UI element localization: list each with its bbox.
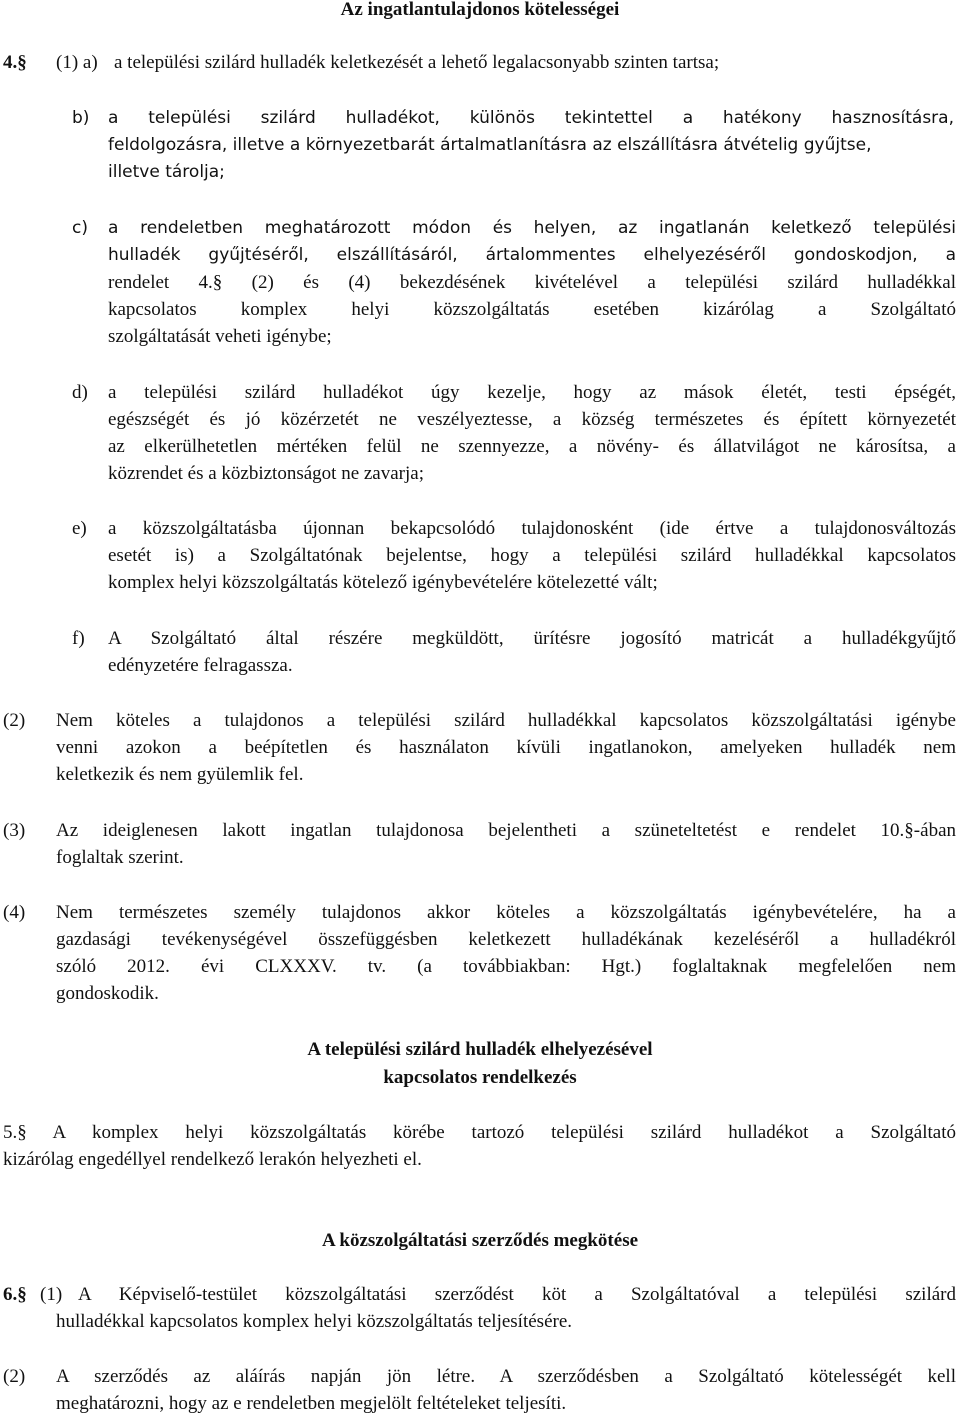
item-e-text	[108, 515, 956, 596]
subsection-4-text	[56, 899, 956, 1007]
text-line: hulladék gyűjtéséről, elszállításáról, ártalommentes elhelyezéséről gondoskodjon, a	[108, 245, 956, 265]
text-line: illetve tárolja;	[108, 162, 225, 182]
text-line: az elkerülhetetlen mértéken felül ne szennyezze, a növény- és állatvilágot ne károsítsa, a	[108, 436, 956, 457]
item-b-label: b)	[72, 108, 90, 128]
text-line: komplex helyi közszolgáltatás kötelező igénybevételére kötelezetté vált;	[108, 572, 658, 593]
subsection-label-1a: (1) a)	[56, 52, 98, 73]
text-line: közrendet és a közbiztonságot ne zavarja;	[108, 463, 424, 484]
section-6-1-text	[78, 1281, 956, 1308]
text-line: gondoskodik.	[56, 983, 159, 1004]
page-title: Az ingatlantulajdonos kötelességei	[340, 0, 620, 20]
text-line: a közszolgáltatásba újonnan bekapcsolódó tulajdonosként (ide értve a tulajdonosváltozás	[108, 518, 956, 539]
section-6-1-continuation	[56, 1308, 956, 1335]
text-line: venni azokon a beépítetlen és használaton kívüli ingatlanokon, amelyeken hulladék nem	[56, 737, 956, 758]
text-line: a rendeletben meghatározott módon és helyen, az ingatlanán keletkező települési	[108, 218, 956, 238]
section-5-text	[3, 1119, 956, 1173]
text-line: szolgáltatását veheti igénybe;	[108, 326, 332, 347]
text-line: a települési szilárd hulladékot úgy kezelje, hogy az mások életét, testi épségét,	[108, 382, 956, 403]
item-e-label: e)	[72, 518, 87, 539]
item-f-label: f)	[72, 628, 85, 649]
text-line: Nem természetes személy tulajdonos akkor köteles a közszolgáltatás igénybevételére, ha a	[56, 902, 956, 923]
text-line: esetét is) a Szolgáltatónak bejelentse, hogy a települési szilárd hulladékkal kapcsolatos	[108, 545, 956, 566]
section-number-4: 4.§	[3, 52, 27, 73]
text-line: hulladékkal kapcsolatos komplex helyi közszolgáltatás teljesítésére.	[56, 1311, 573, 1332]
text-line: szóló 2012. évi CLXXXV. tv. (a továbbiakban: Hgt.) foglaltaknak megfelelően nem	[56, 956, 956, 977]
item-d-text	[108, 379, 956, 487]
subsection-label-4: (4)	[3, 902, 26, 923]
item-b-text	[108, 105, 954, 186]
text-line: Nem köteles a tulajdonos a települési szilárd hulladékkal kapcsolatos közszolgáltatási igénybe	[56, 710, 956, 731]
text-line: rendelet 4.§ (2) és (4) bekezdésének kivételével a települési szilárd hulladékkal	[108, 272, 956, 293]
subsection-label-6-1: (1)	[40, 1284, 63, 1305]
item-f-text	[108, 625, 956, 679]
text-line: foglaltak szerint.	[56, 847, 184, 868]
text-line: gazdasági tevékenységével összefüggésben keletkezett hulladékának kezeléséről a hulladékról	[56, 929, 956, 950]
text-line: kapcsolatos komplex helyi közszolgáltatás esetében kizárólag a Szolgáltató	[108, 299, 956, 320]
subsection-label-6-2: (2)	[3, 1366, 26, 1387]
item-c-text	[108, 215, 956, 350]
text-line: A szerződés az aláírás napján jön létre. A szerződésben a Szolgáltató kötelességét kell	[56, 1366, 956, 1387]
section-heading-disposal-line2: kapcsolatos rendelkezés	[383, 1067, 577, 1088]
text-line: a települési szilárd hulladékot, különös tekintettel a hatékony hasznosításra,	[108, 108, 954, 128]
text-line: A Képviselő-testület közszolgáltatási szerződést köt a Szolgáltatóval a települési szilárd	[78, 1284, 956, 1305]
text-line: keletkezik és nem gyülemlik fel.	[56, 764, 304, 785]
text-line: meghatározni, hogy az e rendeletben megjelölt feltételeket teljesíti.	[56, 1393, 567, 1414]
text-line: 5.§ A komplex helyi közszolgáltatás körébe tartozó települési szilárd hulladékot a Szolgáltató	[3, 1122, 956, 1143]
item-a-text: a települési szilárd hulladék keletkezését a lehető legalacsonyabb szinten tartsa;	[114, 52, 720, 73]
item-d-label: d)	[72, 382, 88, 403]
text-line: Az ideiglenesen lakott ingatlan tulajdonosa bejelentheti a szüneteltetést e rendelet 10.§-ában	[56, 820, 956, 841]
text-line: kizárólag engedéllyel rendelkező lerakón helyezheti el.	[3, 1149, 422, 1170]
section-number-6: 6.§	[3, 1284, 27, 1305]
subsection-label-2: (2)	[3, 710, 26, 731]
text-line: feldolgozásra, illetve a környezetbarát ártalmatlanításra az elszállításra átvételig gyűjtse,	[108, 135, 872, 155]
section-heading-disposal-line1: A települési szilárd hulladék elhelyezésével	[307, 1039, 653, 1060]
subsection-label-3: (3)	[3, 820, 26, 841]
text-line: A Szolgáltató által részére megküldött, ürítésre jogosító matricát a hulladékgyűjtő	[108, 628, 956, 649]
text-line: egészségét és jó közérzetét ne veszélyeztesse, a község természetes és épített környezetét	[108, 409, 956, 430]
subsection-2-text	[56, 707, 956, 788]
subsection-3-text	[56, 817, 956, 871]
section-6-2-text	[56, 1363, 956, 1417]
item-c-label: c)	[72, 218, 88, 238]
text-line: edényzetére felragassza.	[108, 655, 293, 676]
section-heading-contract: A közszolgáltatási szerződés megkötése	[321, 1230, 639, 1251]
